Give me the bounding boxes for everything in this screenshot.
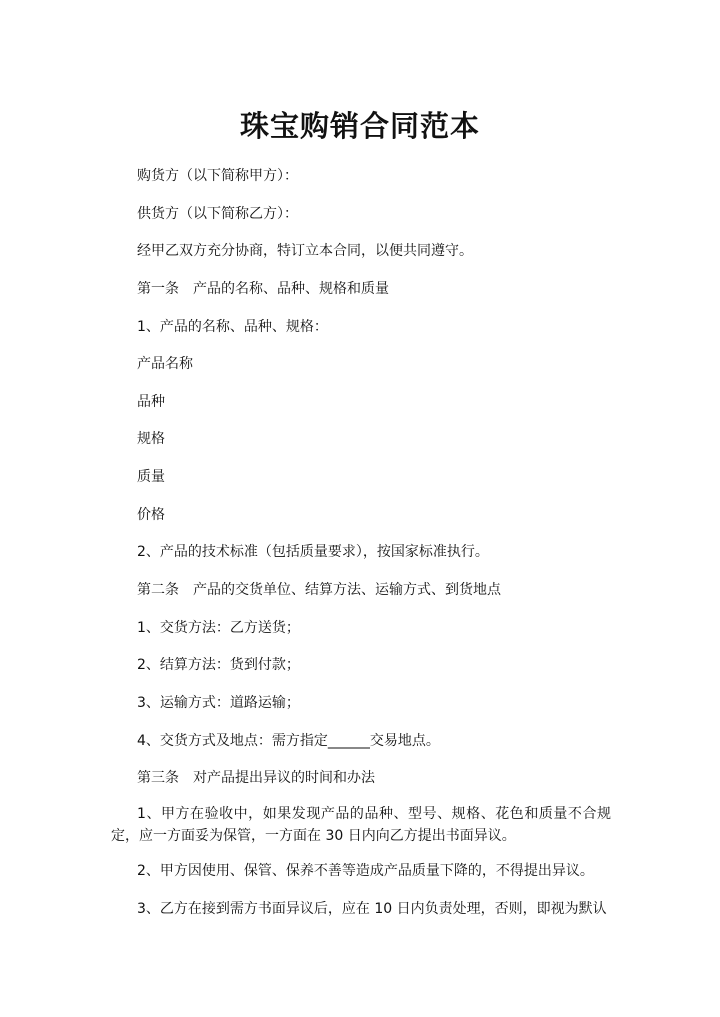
article-3-item-2: 2、甲方因使用、保管、保养不善等造成产品质量下降的，不得提出异议。 — [137, 863, 594, 879]
document-title: 珠宝购销合同范本 — [239, 109, 480, 143]
field-specification: 规格 — [137, 431, 165, 447]
article-2-item-2: 2、结算方法：货到付款； — [137, 657, 300, 673]
article-2-item-4: 4、交货方式及地点：需方指定______交易地点。 — [137, 733, 440, 749]
seller-line: 供货方（以下简称乙方）： — [137, 206, 298, 222]
article-1-item-1: 1、产品的名称、品种、规格： — [137, 319, 328, 335]
article-2-item-3: 3、运输方式：道路运输； — [137, 695, 300, 711]
agreement-intro: 经甲乙双方充分协商，特订立本合同，以便共同遵守。 — [137, 243, 473, 259]
article-3-item-1: 1、甲方在验收中，如果发现产品的品种、型号、规格、花色和质量不合规定，应一方面妥为保管，一方面在 30 日内向乙方提出书面异议。 — [111, 806, 611, 844]
article-1-heading: 第一条 产品的名称、品种、规格和质量 — [137, 281, 389, 297]
field-variety: 品种 — [137, 394, 165, 410]
article-1-item-2: 2、产品的技术标准（包括质量要求），按国家标准执行。 — [137, 544, 489, 560]
field-price: 价格 — [137, 507, 165, 523]
field-quality: 质量 — [137, 469, 165, 485]
article-3-item-3: 3、乙方在接到需方书面异议后，应在 10 日内负责处理，否则，即视为默认 — [137, 901, 607, 917]
field-product-name: 产品名称 — [137, 356, 193, 372]
article-2-heading: 第二条 产品的交货单位、结算方法、运输方式、到货地点 — [137, 582, 501, 598]
article-2-item-1: 1、交货方法：乙方送货； — [137, 620, 300, 636]
buyer-line: 购货方（以下简称甲方）： — [137, 168, 298, 184]
article-3-heading: 第三条 对产品提出异议的时间和办法 — [137, 770, 375, 786]
